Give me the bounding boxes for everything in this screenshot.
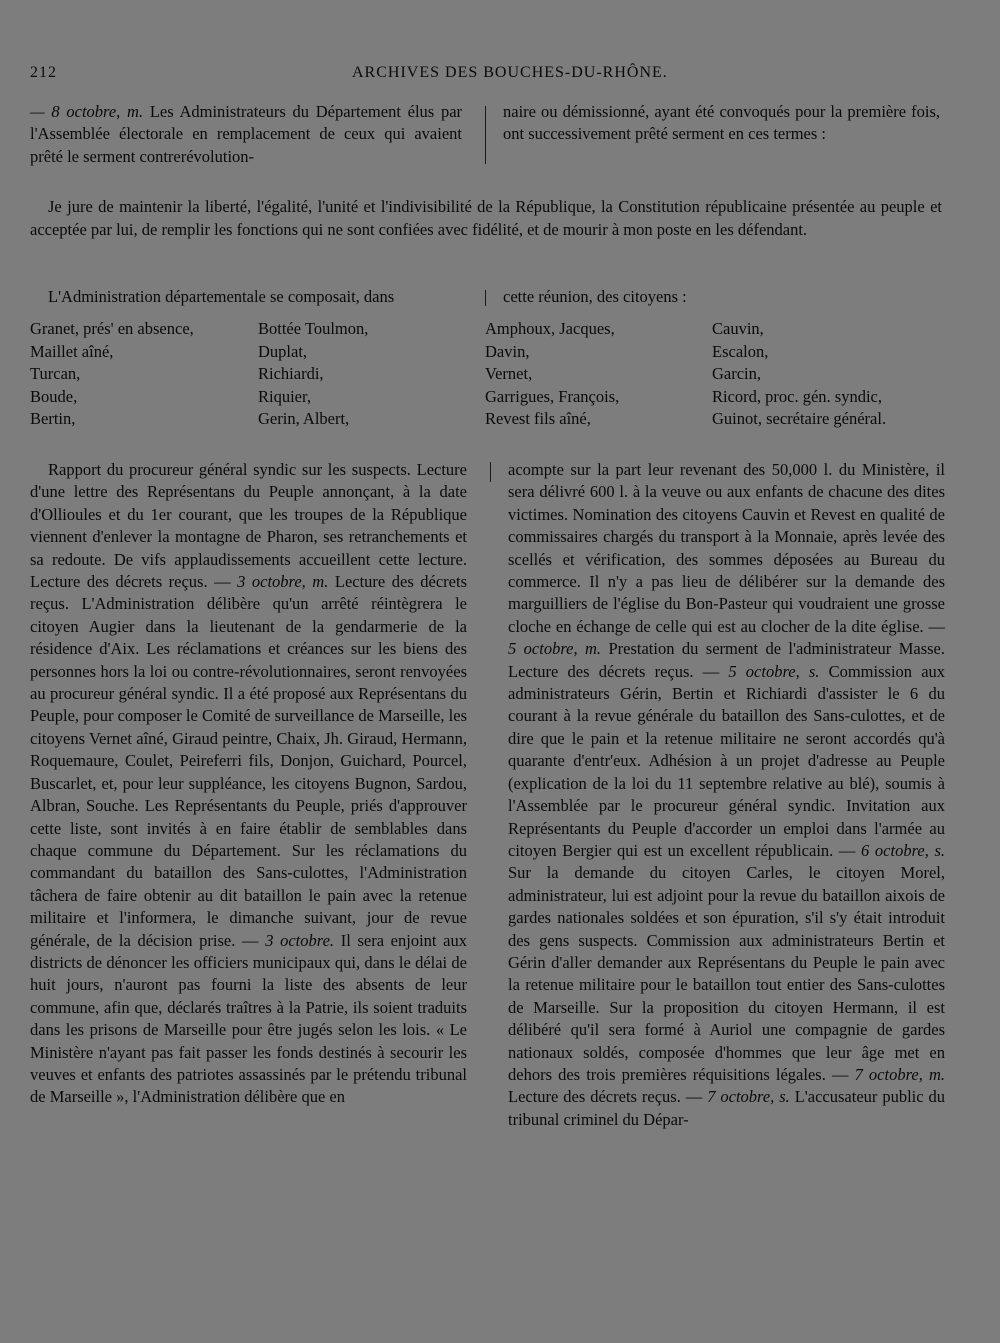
paragraph-text: Commission aux administrateurs Gérin, Bertin et Richiardi d'assister le 6 du courant à la revue générale du bataillon des Sans-culottes, et de dire que le pain et la retenue militaire ne seront accordés qu'à quarante d'entr'eux. Adhésion à un projet d'adresse au Peuple (explication de la loi du 11 septembre relative au blé), soumis à l'Assemblée par le procureur général syndic. Invitation aux Représentants du Peuple d'accorder un emploi dans l'armée au citoyen Bergier qui est un excellent républicain. — [508, 661, 946, 860]
administrator-name: Escalon, [712, 341, 769, 361]
paragraph-text: Prestation du serment de l'administrateur Masse. Lecture des décrets reçus. — [508, 639, 945, 681]
column-divider [485, 106, 486, 164]
administrator-name: Garrigues, François, [485, 386, 620, 406]
column-divider [485, 290, 486, 306]
administrator-name: Granet, prés' en absence, [30, 319, 194, 338]
date-marker: 3 octobre. [265, 930, 335, 950]
names-column-3 [485, 318, 619, 431]
body-right-column [508, 459, 945, 1131]
administration-intro-left: L'Administration départementale se composait, dans [48, 287, 395, 306]
paragraph-text: Rapport du procureur général syndic sur les suspects. Lecture d'une lettre des Représentans du Peuple annonçant, à la date d'Ollioules et du 1er courant, que les troupes de la République viennent d'enlever la montagne de Pharon, ses retranchements et sa redoute. De vifs applaudissements accueillent cette lecture. Lecture des décrets reçus. — [30, 460, 467, 592]
administrator-name: Davin, [485, 341, 530, 361]
date-marker: 6 octobre, s. [861, 840, 946, 860]
date-marker: 5 octobre, s. [728, 661, 820, 681]
oath-block [30, 195, 942, 241]
date-marker: — 8 octobre, [30, 102, 121, 121]
body-left-column [30, 459, 467, 1109]
names-column-2 [258, 318, 368, 431]
names-column-4 [712, 318, 886, 431]
administrator-name: Guinot, secrétaire général. [712, 409, 887, 428]
administrator-name: Revest fils aîné, [485, 409, 591, 428]
administrator-name: Maillet aîné, [30, 341, 114, 361]
paragraph-text: acompte sur la part leur revenant des 50,000 l. du Ministère, il sera délivré 600 l. à la veuve ou aux enfants de chacune des dites victimes. Nomination des citoyens Cauvin et Revest en qualité de commissaires chargés du transport à la Monnaie, après levée des scellés et vérification, des sommes déposées au Bureau du commerce. Il n'y a pas lieu de délibérer sur la demande des marguilliers de l'église du Bon-Pasteur qui voudraient une grosse cloche en échange de celle qui est au clocher de la dite église. — [508, 460, 945, 636]
date-marker: 5 octobre, m. [508, 639, 602, 659]
administrator-name: Garcin, [712, 364, 762, 383]
paragraph-text: L'accusateur public du tribunal criminel du Dépar- [508, 1087, 945, 1129]
column-divider [490, 462, 491, 482]
session-marker: m. [127, 102, 144, 121]
administration-intro-right: cette réunion, des citoyens : [503, 287, 687, 306]
date-marker: 7 octobre, m. [854, 1064, 945, 1084]
administrator-name: Cauvin, [712, 319, 764, 338]
paragraph-text: Lecture des décrets reçus. — [508, 1087, 703, 1107]
administrator-name: Richiardi, [258, 364, 324, 383]
administrator-name: Gerin, Albert, [258, 409, 350, 428]
oath-text: Je jure de maintenir la liberté, l'égalité, l'unité et l'indivisibilité de la République, la Constitution républicaine présentée au peuple et acceptée par lui, de remplir les fonctions qui ne sont confiées avec fidélité, et de mourir à mon poste en les défendant. [30, 197, 942, 239]
running-title: ARCHIVES DES BOUCHES-DU-RHÔNE. [352, 64, 668, 81]
administrator-name: Vernet, [485, 364, 533, 383]
administrator-name: Boude, [30, 386, 78, 406]
paragraph-text: Il sera enjoint aux districts de dénoncer les officiers municipaux qui, dans le délai de huit jours, n'auront pas fourni la liste des absents de leur commune, afin que, déclarés traîtres à la Patrie, ils soient traduits dans les prisons de Marseille pour être jugés selon les lois. « Le Ministère n'ayant pas fait passer les fonds destinés à secourir les veuves et enfants des patriotes assassinés par le prétendu tribunal de Marseille », l'Administration délibère que en [30, 930, 468, 1107]
administrator-name: Bertin, [30, 409, 76, 428]
date-marker: 7 octobre, s. [707, 1087, 790, 1107]
administrator-name: Ricord, proc. gén. syndic, [712, 386, 883, 406]
administrator-name: Bottée Toulmon, [258, 319, 369, 338]
top-right-column [503, 101, 940, 146]
administrator-name: Turcan, [30, 364, 81, 383]
page-header [30, 64, 945, 88]
paragraph-text: Sur la demande du citoyen Carles, le citoyen Morel, administrateur, lui est adjoint pour la revue du bataillon aixois de gardes nationales soldées et son épuration, s'il s'y était introduit des gens suspects. Commission aux administrateurs Bertin et Gérin d'aller demander aux Représentans du Peuple le pain avec la retenue militaire pour le bataillon tout entier des Sans-culottes de Marseille. Sur la proposition du citoyen Hermann, il est délibéré qu'il sera formé à Auriol une compagnie de gardes nationaux soldés, composée d'hommes que leur âge met en dehors des trois premières réquisitions légales. — [508, 863, 945, 1084]
administrator-name: Duplat, [258, 341, 308, 361]
top-left-column [30, 101, 462, 168]
administrator-name: Riquier, [258, 386, 311, 406]
administrator-name: Amphoux, Jacques, [485, 319, 615, 338]
page-number: 212 [30, 64, 57, 81]
paragraph-text: naire ou démissionné, ayant été convoqués pour la première fois, ont successivement prêté serment en ces termes : [503, 102, 940, 144]
date-marker: 3 octobre, m. [237, 572, 329, 592]
names-column-1 [30, 318, 194, 431]
paragraph-text: Les Administrateurs du Département élus par l'Assemblée électorale en remplacement de ceux qui avaient prêté le serment contrerévolution- [30, 102, 463, 166]
paragraph-text: Lecture des décrets reçus. L'Administration délibère qu'un arrêté réintègrera le citoyen Augier dans la lieutenant de la gendarmerie de la résidence d'Aix. Les réclamations et créances sur les biens des personnes hors la loi ou contre-révolutionnaires, seront renvoyées au procureur général syndic. Il a été proposé aux Représentans du Peuple, pour composer le Comité de surveillance de Marseille, les citoyens Vernet aîné, Giraud peintre, Chaix, Jh. Giraud, Hermann, Roquemaure, Coulet, Peireferri fils, Donjon, Guichard, Pourcel, Buscarlet, et, pour leur suppléance, les citoyens Bugnon, Sardou, Albran, Souche. Les Représentants du Peuple, priés d'approuver cette liste, sont invités à en faire établir de semblables dans chaque commune du Département. Sur les réclamations du commandant du bataillon des Sans-culottes, l'Administration tâchera de faire obtenir au dit bataillon le pain avec la retenue militaire et l'informera, le dimanche suivant, jour de revue générale, de la décision prise. — [30, 572, 467, 950]
